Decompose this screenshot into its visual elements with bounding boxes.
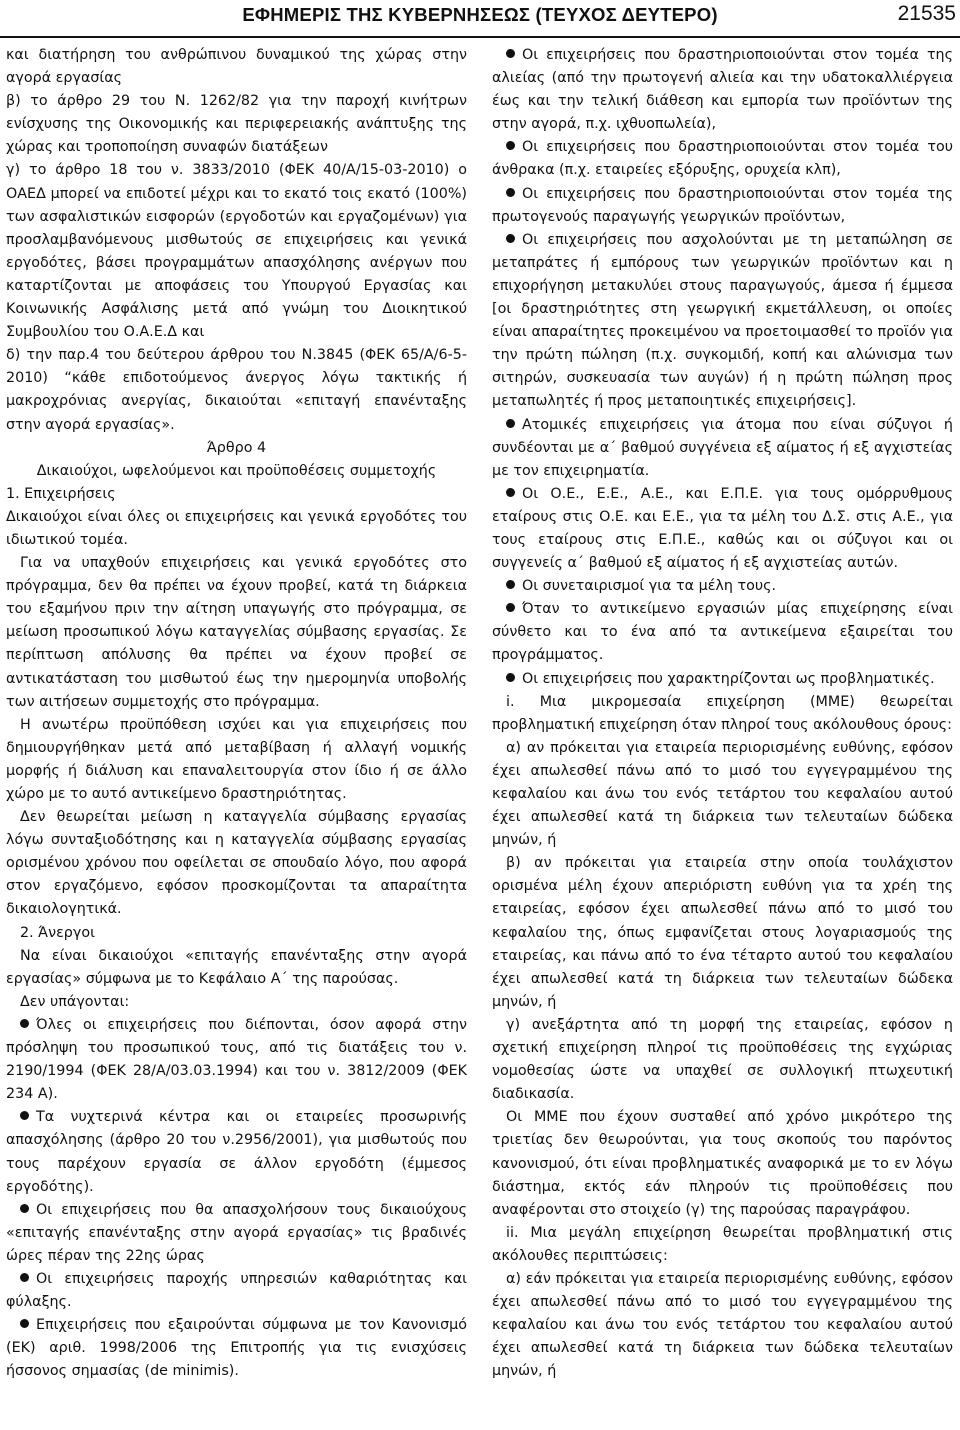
bullet-item: Επιχειρήσεις που εξαιρούνται σύμφωνα με τον Κανονισμό (ΕΚ) αριθ. 1998/2006 της Επιτροπής για τις ενισχύσεις ήσσονος σημασίας (de minimis).: [6, 1317, 467, 1380]
paragraph: i. Μια μικρομεσαία επιχείρηση (ΜΜΕ) θεωρείται προβληματική επιχείρηση όταν πληροί τους ακόλουθους όρους:: [492, 693, 953, 733]
section-heading: 1. Επιχειρήσεις: [6, 485, 116, 502]
paragraph: β) το άρθρο 29 του Ν. 1262/82 για την παροχή κινήτρων ενίσχυσης της Οικονομικής και περιφερειακής ανάπτυξης της χώρας και τροποποίηση συναφών διατάξεων: [6, 93, 467, 156]
bullet-item: Ατομικές επιχειρήσεις για άτομα που είναι σύζυγοι ή συνδέονται με α΄ βαθμού συγγένεια εξ αίματος ή εξ αγχιστείας με τον επιχειρηματία.: [492, 416, 953, 479]
bullet-icon: [506, 603, 515, 612]
paragraph: γ) ανεξάρτητα από τη μορφή της εταιρείας, εφόσον η σχετική επιχείρηση πληροί τις προϋποθέσεις της εγχώριας νομοθεσίας ώστε να υπαχθεί σε συλλογική πτωχευτική διαδικασία.: [492, 1016, 953, 1103]
bullet-item: Τα νυχτερινά κέντρα και οι εταιρείες προσωρινής απασχόλησης (άρθρο 20 του ν.2956/2001), για μισθωτούς που τους παρέχουν εργασία σε άλλον εργοδότη (έμμεσος εργοδότης).: [6, 1109, 467, 1195]
paragraph: α) αν πρόκειται για εταιρεία περιορισμένης ευθύνης, εφόσον έχει απωλεσθεί πάνω από το μισό του εγγεγραμμένου της κεφαλαίου και άνω του ενός τετάρτου του κεφαλαίου αυτού έχει απωλεσθεί κατά τη διάρκεια των τελευταίων δώδεκα μηνών, ή: [492, 739, 953, 849]
paragraph: α) εάν πρόκειται για εταιρεία περιορισμένης ευθύνης, εφόσον έχει απωλεσθεί πάνω από το μισό του εγγεγραμμένου της κεφαλαίου και άνω του ενός τετάρτου του κεφαλαίου αυτού έχει απωλεσθεί κατά τη διάρκεια των δώδεκα τελευταίων μηνών, ή: [492, 1270, 953, 1380]
paragraph: ii. Μια μεγάλη επιχείρηση θεωρείται προβληματική στις ακόλουθες περιπτώσεις:: [492, 1224, 953, 1264]
bullet-icon: [506, 488, 515, 497]
paragraph: και διατήρηση του ανθρώπινου δυναμικού της χώρας στην αγορά εργασίας: [6, 47, 467, 87]
paragraph: δ) την παρ.4 του δεύτερου άρθρου του Ν.3845 (ΦΕΚ 65/Α/6-5-2010) “κάθε επιδοτούμενος άνεργος λόγω τακτικής ή μακροχρόνιας ανεργίας, δικαιούται «επιταγή επανένταξης στην αγορά εργασίας».: [6, 347, 467, 433]
bullet-icon: [506, 49, 515, 58]
bullet-icon: [20, 1111, 29, 1120]
bullet-icon: [20, 1273, 29, 1282]
paragraph: Για να υπαχθούν επιχειρήσεις και γενικά εργοδότες στο πρόγραμμα, δεν θα πρέπει να έχουν προβεί, κατά τη διάρκεια του εξαμήνου πριν την αίτηση υπαγωγής στο πρόγραμμα, σε μείωση προσωπικού λόγω καταγγελίας σύμβασης εργασίας. Σε περίπτωση απόλυσης θα πρέπει να έχουν προβεί σε αντικατάσταση του μισθωτού έως την ημερομηνία υποβολής των αιτήσεων συμμετοχής στο πρόγραμμα.: [6, 555, 467, 710]
paragraph: Η ανωτέρω προϋπόθεση ισχύει και για επιχειρήσεις που δημιουργήθηκαν μετά από μεταβίβαση ή αλλαγή νομικής μορφής ή διάλυση και επαναλειτουργία στον ίδιο ή σε άλλο χώρο με το αυτό αντικείμενο δραστηριότητας.: [6, 716, 467, 802]
paragraph: Δεν θεωρείται μείωση η καταγγελία σύμβασης εργασίας λόγω συνταξιοδότησης και η καταγγελία σύμβασης εργασίας ορισμένου χρόνου που οφείλεται σε σπουδαίο λόγο, που αφορά στον εργαζόμενο, εφόσον προσκομίζονται τα απαραίτητα δικαιολογητικά.: [6, 809, 467, 918]
bullet-item: Οι συνεταιρισμοί για τα μέλη τους.: [492, 575, 953, 598]
left-column: [6, 44, 467, 1383]
section-heading: 2. Άνεργοι: [20, 924, 95, 941]
paragraph: Οι ΜΜΕ που έχουν συσταθεί από χρόνο μικρότερο της τριετίας δεν θεωρούνται, για τους σκοπούς του παρόντος κανονισμού, ότι είναι προβληματικές αναφορικά με το εν λόγω διάστημα, εκτός εάν πληρούν τις προϋποθέσεις που αναφέρονται στο στοιχείο (γ) της παρούσας παραγράφου.: [492, 1109, 953, 1218]
bullet-icon: [506, 419, 515, 428]
bullet-icon: [506, 188, 515, 197]
bullet-icon: [506, 141, 515, 150]
bullet-item: Όλες οι επιχειρήσεις που διέπονται, όσον αφορά στην πρόσληψη του προσωπικού τους, από τις διατάξεις του ν. 2190/1994 (ΦΕΚ 28/Α/03.03.1994) και του ν. 3812/2009 (ΦΕΚ 234 Α).: [6, 1016, 467, 1103]
page-header: [0, 0, 960, 38]
bullet-item: Οι επιχειρήσεις που δραστηριοποιούνται στον τομέα της πρωτογενούς παραγωγής γεωργικών προϊόντων,: [492, 185, 953, 225]
bullet-item: Οι Ο.Ε., Ε.Ε., Α.Ε., και Ε.Π.Ε. για τους ομόρρυθμους εταίρους στις Ο.Ε. και Ε.Ε., για τα μέλη του Δ.Σ. στις Α.Ε., για τους εταίρους στις Ε.Π.Ε., καθώς και οι σύζυγοι και οι συγγενείς α΄ βαθμού εξ αίματος ή εξ αγχιστείας αυτών.: [492, 485, 953, 572]
paragraph: Να είναι δικαιούχοι «επιταγής επανένταξης στην αγορά εργασίας» σύμφωνα με το Κεφάλαιο Α΄ της παρούσας.: [6, 947, 467, 987]
paragraph: Δικαιούχοι είναι όλες οι επιχειρήσεις και γενικά εργοδότες του ιδιωτικού τομέα.: [6, 508, 467, 548]
bullet-icon: [20, 1019, 29, 1028]
bullet-icon: [506, 673, 515, 682]
paragraph: γ) το άρθρο 18 του ν. 3833/2010 (ΦΕΚ 40/Α/15-03-2010) ο ΟΑΕΔ μπορεί να επιδοτεί μέχρι και το εκατό τοις εκατό (100%) των ασφαλιστικών εισφορών (εργοδοτών και εργαζομένων) για προσλαμβανόμενους μισθωτούς σε επιχειρήσεις και γενικά εργοδότες, βάσει προγραμμάτων απασχόλησης ανέργων που καταρτίζονται με αποφάσεις του Υπουργού Εργασίας και Κοινωνικής Ασφάλισης μετά από γνώμη του Διοικητικού Συμβουλίου του Ο.Α.Ε.Δ και: [6, 162, 467, 341]
bullet-icon: [506, 580, 515, 589]
bullet-icon: [20, 1319, 29, 1328]
article-subtitle: Δικαιούχοι, ωφελούμενοι και προϋποθέσεις συμμετοχής: [36, 462, 437, 479]
gazette-title: ΕΦΗΜΕΡΙΣ ΤΗΣ ΚΥΒΕΡΝΗΣΕΩΣ (ΤΕΥΧΟΣ ΔΕΥΤΕΡΟ): [242, 4, 718, 25]
paragraph: Δεν υπάγονται:: [20, 993, 130, 1010]
bullet-item: Οι επιχειρήσεις που θα απασχολήσουν τους δικαιούχους «επιταγής επανένταξης στην αγορά εργασίας» τις βραδινές ώρες πέραν της 22ης ώρας: [6, 1201, 467, 1264]
bullet-item: Όταν το αντικείμενο εργασιών μίας επιχείρησης είναι σύνθετο και το ένα από τα αντικείμενα εξαιρείται του προγράμματος.: [492, 601, 953, 664]
paragraph: β) αν πρόκειται για εταιρεία στην οποία τουλάχιστον ορισμένα μέλη έχουν απεριόριστη ευθύνη για τα χρέη της εταιρείας, εφόσον έχει απωλεσθεί πάνω από το μισό του κεφαλαίου της, όπως εμφανίζεται στους λογαριασμούς της εταιρείας, και πάνω από το ένα τέταρτο αυτού του κεφαλαίου έχει απωλεσθεί κατά τη διάρκεια των τελευταίων δώδεκα μηνών, ή: [492, 855, 953, 1010]
bullet-item: Οι επιχειρήσεις που ασχολούνται με τη μεταπώληση σε μεταπράτες ή εμπόρους των γεωργικών προϊόντων και η επιχορήγηση μετακυλύει στους παραγωγούς, άμεσα ή έμμεσα [οι δραστηριότητες στη γεωργική εκμετάλλευση, οι οποίες είναι απαραίτητες προκειμένου να προετοιμασθεί το προϊόν για την πρώτη πώληση (π.χ. συγκομιδή, κοπή και αλώνισμα των σιτηρών, συσκευασία των αυγών) ή η πρώτη πώληση προς μεταπωλητές ή προς μεταποιητικές επιχειρήσεις].: [492, 231, 953, 410]
bullet-item: Οι επιχειρήσεις που δραστηριοποιούνται στον τομέα της αλιείας (από την πρωτογενή αλιεία και την υδατοκαλλιέργεια έως και την τελική διάθεση και εμπορία των προϊόντων της στην αγορά, π.χ. ιχθυοπωλεία),: [492, 47, 953, 133]
bullet-item: Οι επιχειρήσεις παροχής υπηρεσιών καθαριότητας και φύλαξης.: [6, 1270, 467, 1311]
bullet-icon: [20, 1204, 29, 1213]
bullet-item: Οι επιχειρήσεις που δραστηριοποιούνται στον τομέα του άνθρακα (π.χ. εταιρείες εξόρυξης, ορυχεία κλπ),: [492, 139, 953, 179]
bullet-item: Οι επιχειρήσεις που χαρακτηρίζονται ως προβληματικές.: [492, 668, 953, 691]
page-number: 21535: [897, 2, 956, 25]
article-heading: Άρθρο 4: [206, 439, 267, 456]
right-column: [492, 44, 953, 1383]
bullet-icon: [506, 234, 515, 243]
